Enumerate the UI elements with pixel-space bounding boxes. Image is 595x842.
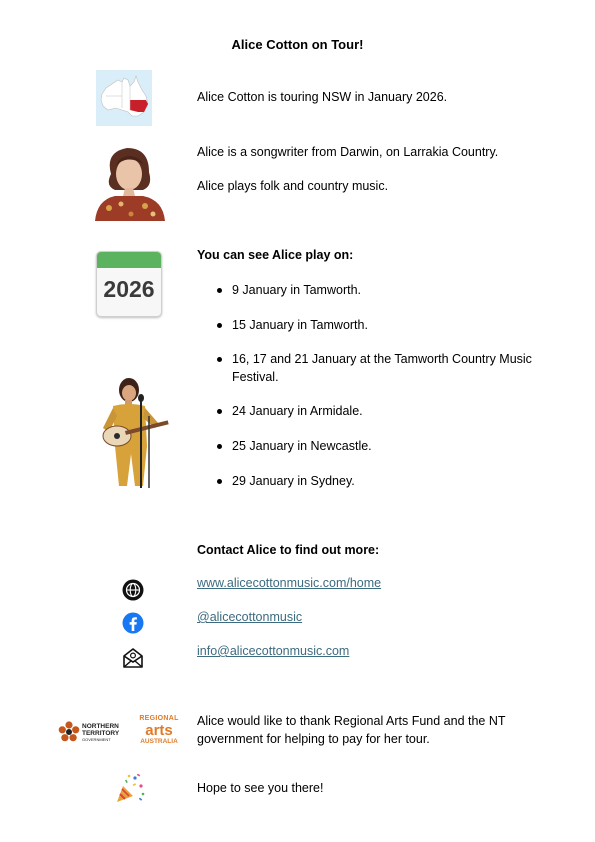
facebook-link[interactable]: @alicecottonmusic (197, 610, 303, 624)
touring-text: Alice Cotton is touring NSW in January 2026. (197, 90, 448, 104)
dates-heading: You can see Alice play on: (197, 248, 354, 262)
closing-text: Hope to see you there! (197, 781, 324, 795)
calendar-year: 2026 (103, 276, 155, 302)
globe-icon (122, 579, 144, 601)
nt-logo-line1: NORTHERN (82, 723, 119, 730)
desert-rose-icon (58, 721, 80, 743)
contact-heading: Contact Alice to find out more: (197, 543, 380, 557)
calendar-icon (96, 251, 162, 317)
nt-government-logo (58, 719, 118, 745)
facebook-icon (122, 612, 144, 634)
list-item: 25 January in Newcastle. (197, 437, 557, 455)
list-item: 29 January in Sydney. (197, 472, 557, 490)
website-link[interactable]: www.alicecottonmusic.com/home (197, 576, 382, 590)
songwriter-text: Alice is a songwriter from Darwin, on Larrakia Country. (197, 145, 499, 159)
raa-logo-line1: REGIONAL (139, 715, 179, 722)
list-item: 15 January in Tamworth. (197, 316, 557, 334)
raa-logo-line3: AUSTRALIA (140, 738, 178, 745)
email-icon (122, 647, 144, 669)
list-item: 24 January in Armidale. (197, 402, 557, 420)
australia-map-nsw-icon (96, 70, 152, 126)
portrait-photo (91, 142, 168, 221)
party-popper-icon (113, 772, 147, 804)
regional-arts-australia-logo (135, 715, 183, 753)
page-title: Alice Cotton on Tour! (231, 37, 364, 52)
thanks-text: Alice would like to thank Regional Arts Fund and the NT government for helping to pay for her tour. (197, 714, 506, 746)
nt-logo-line2: TERRITORY (82, 729, 120, 737)
list-item: 9 January in Tamworth. (197, 281, 557, 299)
guitar-performer-photo (89, 376, 175, 488)
email-link[interactable]: info@alicecottonmusic.com (197, 644, 350, 658)
nt-logo-line3: GOVERNMENT (82, 737, 111, 742)
raa-logo-line2: arts (145, 722, 173, 739)
list-item: 16, 17 and 21 January at the Tamworth Country Music Festival. (197, 350, 557, 386)
genre-text: Alice plays folk and country music. (197, 179, 389, 193)
